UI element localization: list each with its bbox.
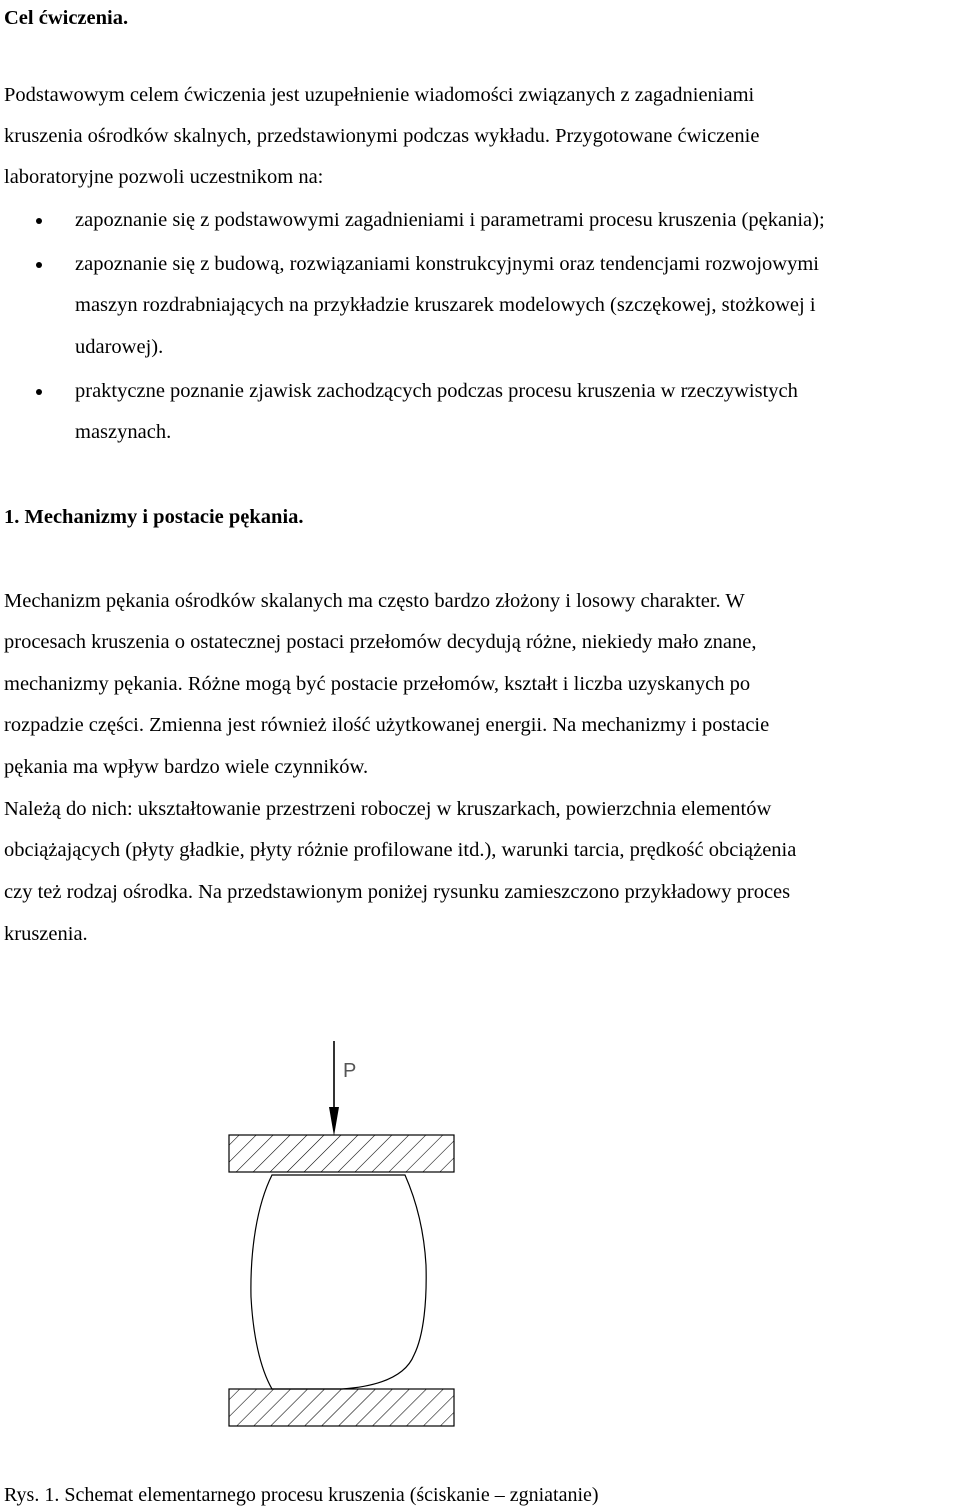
body-line: Należą do nich: ukształtowanie przestrzeni roboczej w kruszarkach, powierzchnia elementów <box>4 798 772 820</box>
list-item: zapoznanie się z podstawowymi zagadnieniami i parametrami procesu kruszenia (pękania); <box>75 209 825 231</box>
body-line: procesach kruszenia o ostatecznej postaci przełomów decydują różne, niekiedy mało znane, <box>4 631 757 653</box>
body-line: mechanizmy pękania. Różne mogą być postacie przełomów, kształt i liczba uzyskanych po <box>4 673 751 695</box>
intro-line: Podstawowym celem ćwiczenia jest uzupełnienie wiadomości związanych z zagadnieniami <box>4 84 755 106</box>
body-line: obciążających (płyty gładkie, płyty różnie profilowane itd.), warunki tarcia, prędkość obciążenia <box>4 839 797 861</box>
bullet-dot <box>36 218 42 224</box>
figure-caption: Rys. 1. Schemat elementarnego procesu kruszenia (ściskanie – zgniatanie) <box>4 1484 599 1506</box>
list-item: maszynach. <box>75 421 172 443</box>
rock-lump <box>251 1175 426 1389</box>
goal-heading: Cel ćwiczenia. <box>4 7 129 29</box>
force-label: P <box>343 1060 357 1082</box>
list-item: maszyn rozdrabniających na przykładzie kruszarek modelowych (szczękowej, stożkowej i <box>75 294 816 316</box>
body-line: czy też rodzaj ośrodka. Na przedstawionym poniżej rysunku zamieszczono przykładowy proces <box>4 881 791 903</box>
top-pressing-plate <box>229 1135 454 1172</box>
bottom-pressing-plate <box>229 1389 454 1426</box>
body-line: Mechanizm pękania ośrodków skalanych ma często bardzo złożony i losowy charakter. W <box>4 590 745 612</box>
section-heading: 1. Mechanizmy i postacie pękania. <box>4 506 304 528</box>
force-arrow-head <box>329 1107 339 1136</box>
crushing-diagram <box>220 1035 470 1445</box>
list-item: praktyczne poznanie zjawisk zachodzących podczas procesu kruszenia w rzeczywistych <box>75 380 798 402</box>
bullet-dot <box>36 262 42 268</box>
list-item: zapoznanie się z budową, rozwiązaniami konstrukcyjnymi oraz tendencjami rozwojowymi <box>75 253 820 275</box>
intro-line: kruszenia ośrodków skalnych, przedstawionymi podczas wykładu. Przygotowane ćwiczenie <box>4 125 760 147</box>
body-line: kruszenia. <box>4 923 88 945</box>
list-item: udarowej). <box>75 336 164 358</box>
bullet-dot <box>36 389 42 395</box>
body-line: rozpadzie części. Zmienna jest również ilość użytkowanej energii. Na mechanizmy i postacie <box>4 714 770 736</box>
intro-line: laboratoryjne pozwoli uczestnikom na: <box>4 166 324 188</box>
body-line: pękania ma wpływ bardzo wiele czynników. <box>4 756 369 778</box>
